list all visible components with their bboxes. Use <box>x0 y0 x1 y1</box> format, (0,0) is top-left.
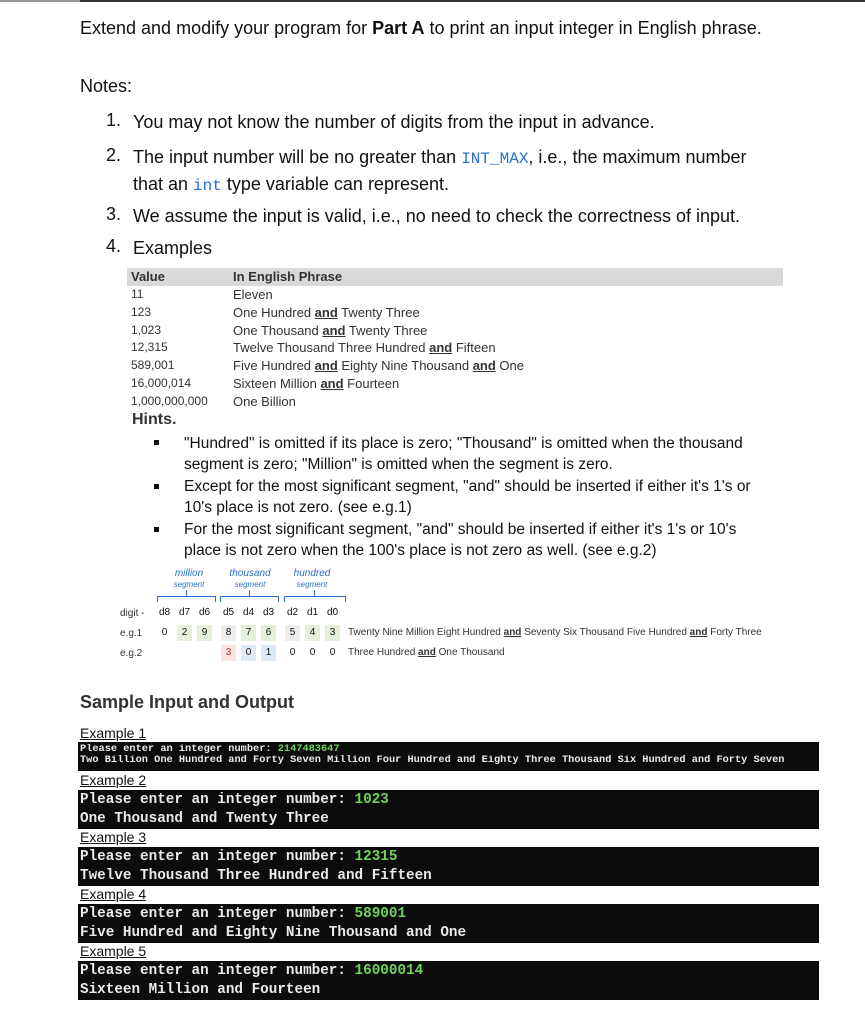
digit-header: d0 <box>326 607 339 618</box>
note-number: 3. <box>106 204 122 224</box>
table-row: 123 One Hundred and Twenty Three <box>131 304 420 320</box>
eg2-digit: 0 <box>309 647 316 658</box>
eg2-label: e.g.2 <box>120 648 143 659</box>
thousand-bracket-tick <box>249 590 250 596</box>
note-4: Examples <box>133 238 213 258</box>
code-int: int <box>193 177 222 195</box>
eg1-digit: 9 <box>197 625 212 641</box>
eg1-digit: 8 <box>221 625 236 641</box>
terminal-example-3: Please enter an integer number: 12315 Twelve Thousand Three Hundred and Fifteen <box>78 847 819 886</box>
examples-table <box>127 268 783 411</box>
eg1-digit: 2 <box>177 625 192 641</box>
digit-header: d1 <box>306 607 319 618</box>
example-label: Example 3 <box>80 829 147 845</box>
intro-text-pre: Extend and modify your program for <box>80 18 373 38</box>
eg1-digit: 0 <box>161 627 168 638</box>
digit-header: d2 <box>286 607 299 618</box>
digit-label: digit - <box>120 608 145 619</box>
header-value: Value <box>131 269 165 284</box>
eg2-digit: 3 <box>221 645 236 661</box>
digit-header: d8 <box>158 607 171 618</box>
table-row: 12,315 Twelve Thousand Three Hundred and Fifteen <box>131 340 496 356</box>
table-row: 1,023 One Thousand and Twenty Three <box>131 322 428 338</box>
hundred-segment-label: hundred segment <box>293 568 331 589</box>
digit-header: d5 <box>222 607 235 618</box>
eg2-digit: 0 <box>289 647 296 658</box>
terminal-example-1: Please enter an integer number: 2147483647 Two Billion One Hundred and Forty Seven Million Four Hundred and Eighty Three Thousand Six Hundred and Forty Seven <box>78 742 819 771</box>
code-int-max: INT_MAX <box>461 150 529 168</box>
million-segment-label: million segment <box>173 568 205 589</box>
example-label: Example 1 <box>80 725 147 741</box>
note-1: You may not know the number of digits from the input in advance. <box>133 112 655 132</box>
eg2-phrase: Three Hundred and One Thousand <box>348 647 505 658</box>
digit-header: d6 <box>198 607 211 618</box>
notes-label: Notes: <box>80 76 133 96</box>
eg1-digit: 5 <box>285 625 300 641</box>
digit-header: d3 <box>262 607 275 618</box>
hint-1: "Hundred" is omitted if its place is zero; "Thousand" is omitted when the thousand segment is zero; "Million" is omitted when the segment is zero. <box>184 435 743 473</box>
top-rule-left <box>0 0 80 2</box>
terminal-example-2: Please enter an integer number: 1023 One Thousand and Twenty Three <box>78 790 819 829</box>
example-label: Example 2 <box>80 772 147 788</box>
eg2-digit: 0 <box>329 647 336 658</box>
million-bracket-tick <box>186 590 187 596</box>
sample-section-title: Sample Input and Output <box>80 692 294 712</box>
table-row: 589,001 Five Hundred and Eighty Nine Thousand and One <box>131 358 524 374</box>
note-number: 1. <box>106 110 122 130</box>
table-row: 11 Eleven <box>131 287 273 302</box>
note-2: The input number will be no greater than INT_MAX, i.e., the maximum number that an int type variable can represent. <box>133 147 747 195</box>
eg1-digit: 6 <box>261 625 276 641</box>
eg2-digit: 0 <box>241 645 256 661</box>
digit-header: d4 <box>242 607 255 618</box>
bullet-icon <box>154 527 159 532</box>
intro-paragraph <box>80 16 790 41</box>
header-phrase: In English Phrase <box>233 269 343 284</box>
eg1-digit: 3 <box>325 625 340 641</box>
terminal-example-4: Please enter an integer number: 589001 Five Hundred and Eighty Nine Thousand and One <box>78 904 819 943</box>
eg1-label: e.g.1 <box>120 628 143 639</box>
million-bracket <box>157 596 216 602</box>
eg1-phrase: Twenty Nine Million Eight Hundred and Seventy Six Thousand Five Hundred and Forty Three <box>348 627 762 638</box>
note-3: We assume the input is valid, i.e., no need to check the correctness of input. <box>133 206 740 226</box>
examples-table-header <box>127 268 783 286</box>
table-row: 1,000,000,000 One Billion <box>131 393 296 409</box>
thousand-segment-label: thousand segment <box>229 568 271 589</box>
digit-header: d7 <box>178 607 191 618</box>
note-number: 2. <box>106 145 122 165</box>
table-row: 16,000,014 Sixteen Million and Fourteen <box>131 375 400 391</box>
hints-title: Hints. <box>132 411 177 428</box>
example-label: Example 4 <box>80 886 147 902</box>
note-number: 4. <box>106 236 122 256</box>
eg1-digit: 4 <box>305 625 320 641</box>
intro-text-post: to print an input integer in English phrase. <box>424 18 762 38</box>
eg2-digit: 1 <box>261 645 276 661</box>
top-rule <box>0 0 865 2</box>
example-label: Example 5 <box>80 943 147 959</box>
hundred-bracket <box>284 596 346 602</box>
eg1-digit: 7 <box>241 625 256 641</box>
intro-part-a: Part A <box>372 18 425 38</box>
hint-2: Except for the most significant segment, "and" should be inserted if either it's 1's or 10's place is not zero. (see e.g.1) <box>184 478 751 516</box>
hundred-bracket-tick <box>314 590 315 596</box>
hint-3: For the most significant segment, "and" should be inserted if either it's 1's or 10's place is not zero when the 100's place is not zero as well. (see e.g.2) <box>184 521 737 559</box>
bullet-icon <box>154 440 159 445</box>
terminal-example-5: Please enter an integer number: 16000014 Sixteen Million and Fourteen <box>78 961 819 1000</box>
thousand-bracket <box>220 596 279 602</box>
bullet-icon <box>154 484 159 489</box>
